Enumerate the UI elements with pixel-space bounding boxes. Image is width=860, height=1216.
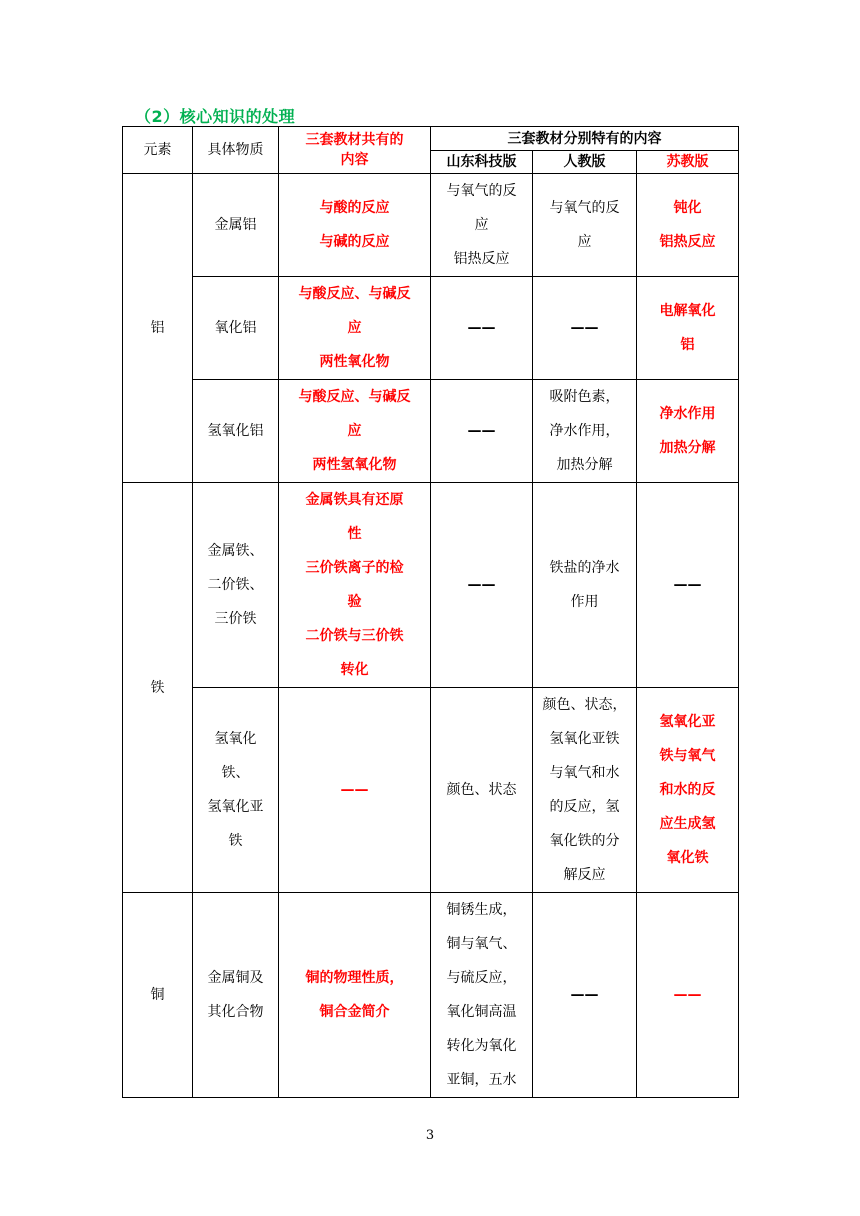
- table-row: [123, 174, 739, 277]
- header-edition-shandong: 山东科技版: [431, 151, 533, 174]
- header-row: [123, 127, 739, 151]
- sujiao-cell: ——: [637, 893, 739, 1098]
- header-element: 元素: [123, 127, 193, 174]
- header-specific: 三套教材分别特有的内容: [431, 127, 739, 151]
- substance-cell: 氢氧化 铁、 氢氧化亚 铁: [193, 688, 279, 893]
- sujiao-cell: 钝化 铝热反应: [637, 174, 739, 277]
- substance-cell: 氢氧化铝: [193, 380, 279, 483]
- header-common: 三套教材共有的 内容: [279, 127, 431, 174]
- substance-cell: 金属铜及 其化合物: [193, 893, 279, 1098]
- renjiao-cell: 吸附色素， 净水作用， 加热分解: [533, 380, 637, 483]
- shandong-cell: ——: [431, 380, 533, 483]
- common-cell: ——: [279, 688, 431, 893]
- shandong-cell: 与氧气的反 应 铝热反应: [431, 174, 533, 277]
- table-row: [123, 688, 739, 893]
- knowledge-table: [122, 126, 739, 1098]
- sujiao-cell: 氢氧化亚 铁与氧气 和水的反 应生成氢 氧化铁: [637, 688, 739, 893]
- common-cell: 与酸的反应 与碱的反应: [279, 174, 431, 277]
- renjiao-cell: 与氧气的反 应: [533, 174, 637, 277]
- common-cell: 与酸反应、与碱反 应 两性氢氧化物: [279, 380, 431, 483]
- section-heading: （2）核心知识的处理: [135, 107, 296, 126]
- common-cell: 与酸反应、与碱反 应 两性氧化物: [279, 277, 431, 380]
- substance-cell: 金属铝: [193, 174, 279, 277]
- renjiao-cell: 铁盐的净水 作用: [533, 483, 637, 688]
- common-cell: 铜的物理性质， 铜合金简介: [279, 893, 431, 1098]
- shandong-cell: ——: [431, 483, 533, 688]
- renjiao-cell: 颜色、状态， 氢氧化亚铁 与氧气和水 的反应，氢 氧化铁的分 解反应: [533, 688, 637, 893]
- header-edition-sujiao: 苏教版: [637, 151, 739, 174]
- renjiao-cell: ——: [533, 277, 637, 380]
- table-row: [123, 893, 739, 1098]
- table-row: [123, 483, 739, 688]
- sujiao-cell: ——: [637, 483, 739, 688]
- substance-cell: 氧化铝: [193, 277, 279, 380]
- page-number: 3: [425, 1128, 435, 1143]
- common-cell: 金属铁具有还原 性 三价铁离子的检 验 二价铁与三价铁 转化: [279, 483, 431, 688]
- shandong-cell: ——: [431, 277, 533, 380]
- sujiao-cell: 净水作用 加热分解: [637, 380, 739, 483]
- header-edition-renjiao: 人教版: [533, 151, 637, 174]
- element-cell-al: 铝: [123, 174, 193, 483]
- table-row: [123, 277, 739, 380]
- shandong-cell: 铜锈生成， 铜与氧气、 与硫反应， 氧化铜高温 转化为氧化 亚铜，五水: [431, 893, 533, 1098]
- substance-cell: 金属铁、 二价铁、 三价铁: [193, 483, 279, 688]
- shandong-cell: 颜色、状态: [431, 688, 533, 893]
- header-substance: 具体物质: [193, 127, 279, 174]
- renjiao-cell: ——: [533, 893, 637, 1098]
- element-cell-fe: 铁: [123, 483, 193, 893]
- table-row: [123, 380, 739, 483]
- element-cell-cu: 铜: [123, 893, 193, 1098]
- sujiao-cell: 电解氧化 铝: [637, 277, 739, 380]
